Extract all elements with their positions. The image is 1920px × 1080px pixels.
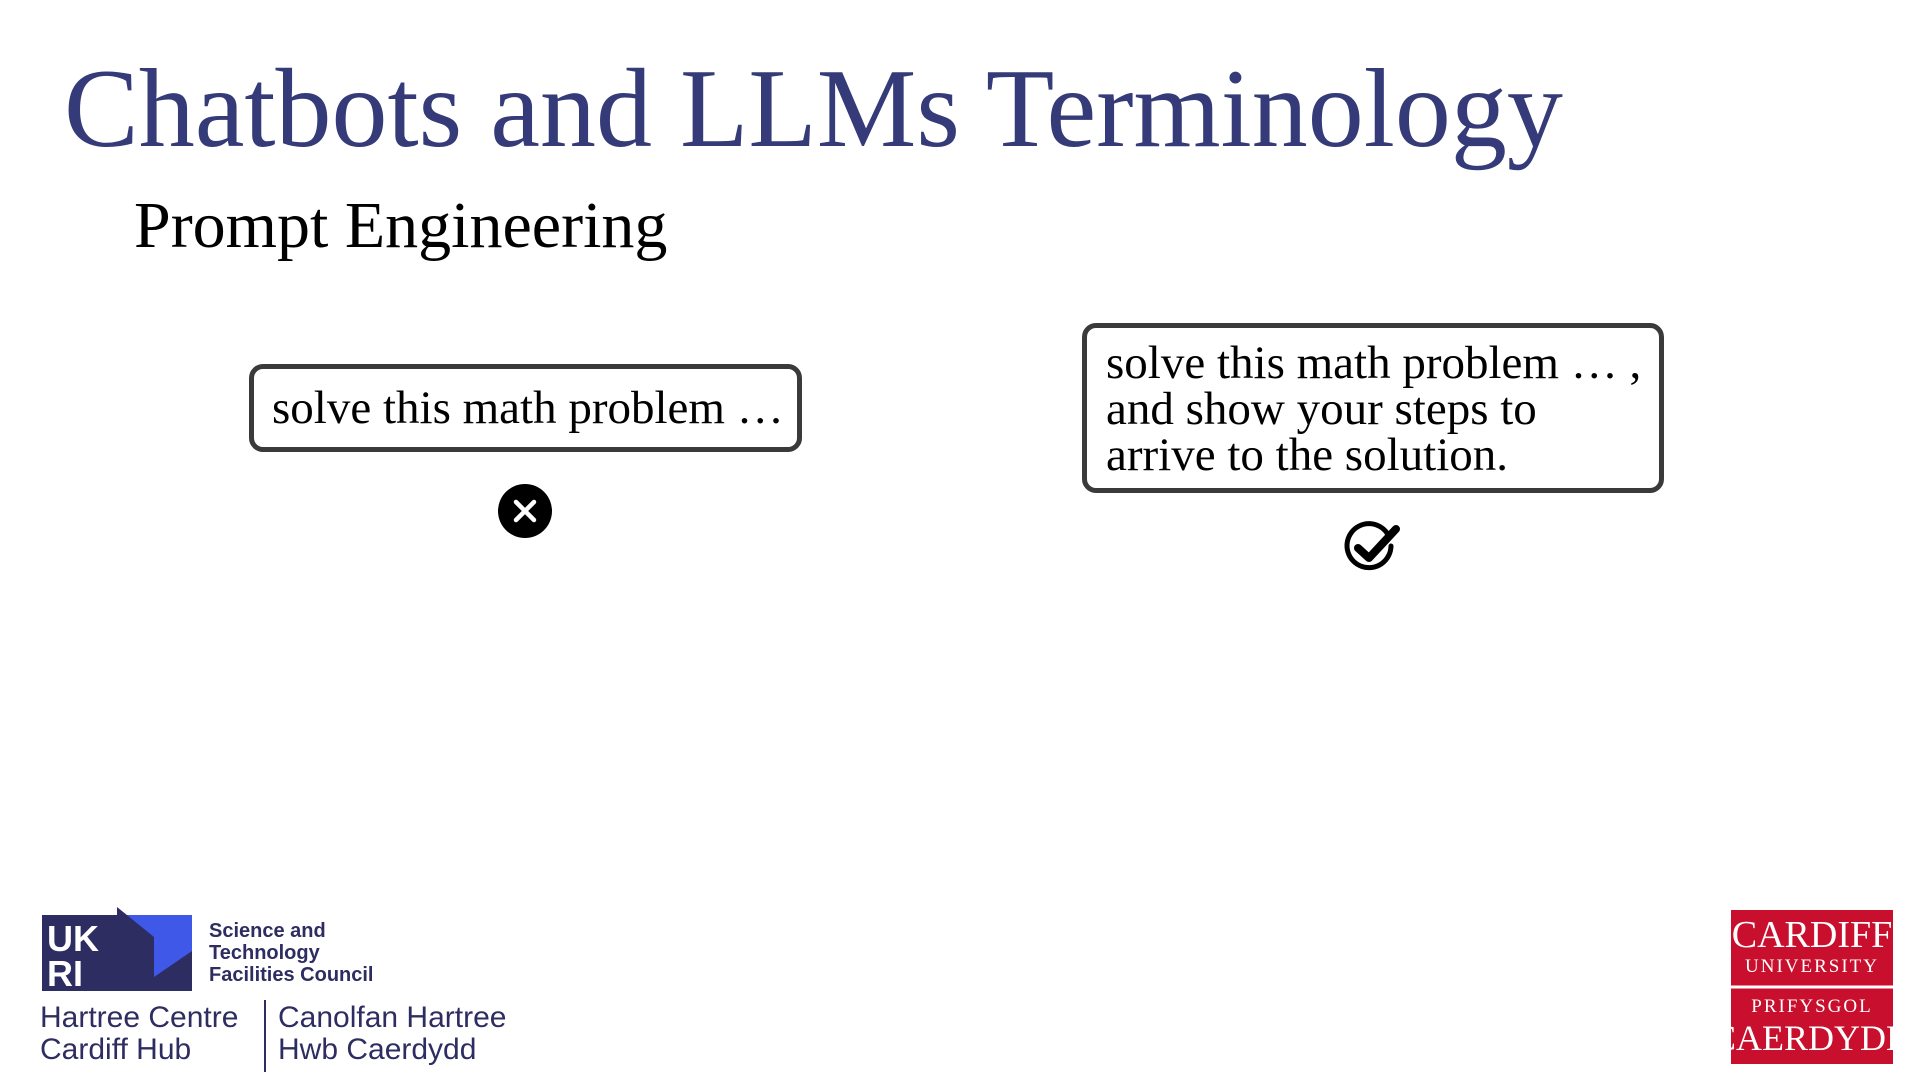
stfc-name-line: Science and bbox=[209, 920, 326, 942]
good-prompt-line-1: solve this math problem … , bbox=[1106, 337, 1642, 389]
x-circle-icon bbox=[497, 483, 553, 539]
ukri-logo bbox=[42, 907, 192, 994]
slide-title: Chatbots and LLMs Terminology bbox=[64, 47, 1563, 171]
slide-subtitle: Prompt Engineering bbox=[134, 189, 668, 262]
stfc-name-line: Facilities Council bbox=[209, 964, 374, 986]
good-prompt-box bbox=[1082, 323, 1664, 493]
cardiff-university-logo bbox=[1711, 910, 1913, 1064]
hartree-line: Cardiff Hub bbox=[40, 1033, 192, 1066]
svg-text:CAERDYDD: CAERDYDD bbox=[1711, 1018, 1913, 1058]
bad-prompt-line: solve this math problem … bbox=[272, 382, 784, 434]
good-prompt-line-2: and show your steps to bbox=[1106, 383, 1537, 435]
svg-text:CARDIFF: CARDIFF bbox=[1731, 914, 1893, 956]
hartree-welsh bbox=[278, 1002, 506, 1066]
bad-prompt-box bbox=[249, 364, 802, 452]
hartree-line: Canolfan Hartree bbox=[278, 1001, 507, 1034]
hartree-divider bbox=[264, 1000, 266, 1072]
svg-text:UK: UK bbox=[47, 918, 99, 959]
check-circle-icon bbox=[1342, 520, 1402, 576]
hartree-line: Hwb Caerdydd bbox=[278, 1033, 477, 1066]
hartree-english bbox=[40, 1002, 238, 1066]
good-prompt-line-3: arrive to the solution. bbox=[1106, 429, 1509, 481]
hartree-line: Hartree Centre bbox=[40, 1001, 239, 1034]
svg-text:UNIVERSITY: UNIVERSITY bbox=[1745, 956, 1879, 977]
stfc-name bbox=[209, 920, 373, 986]
svg-text:RI: RI bbox=[47, 953, 83, 994]
stfc-name-line: Technology bbox=[209, 942, 320, 964]
svg-text:PRIFYSGOL: PRIFYSGOL bbox=[1751, 996, 1873, 1017]
